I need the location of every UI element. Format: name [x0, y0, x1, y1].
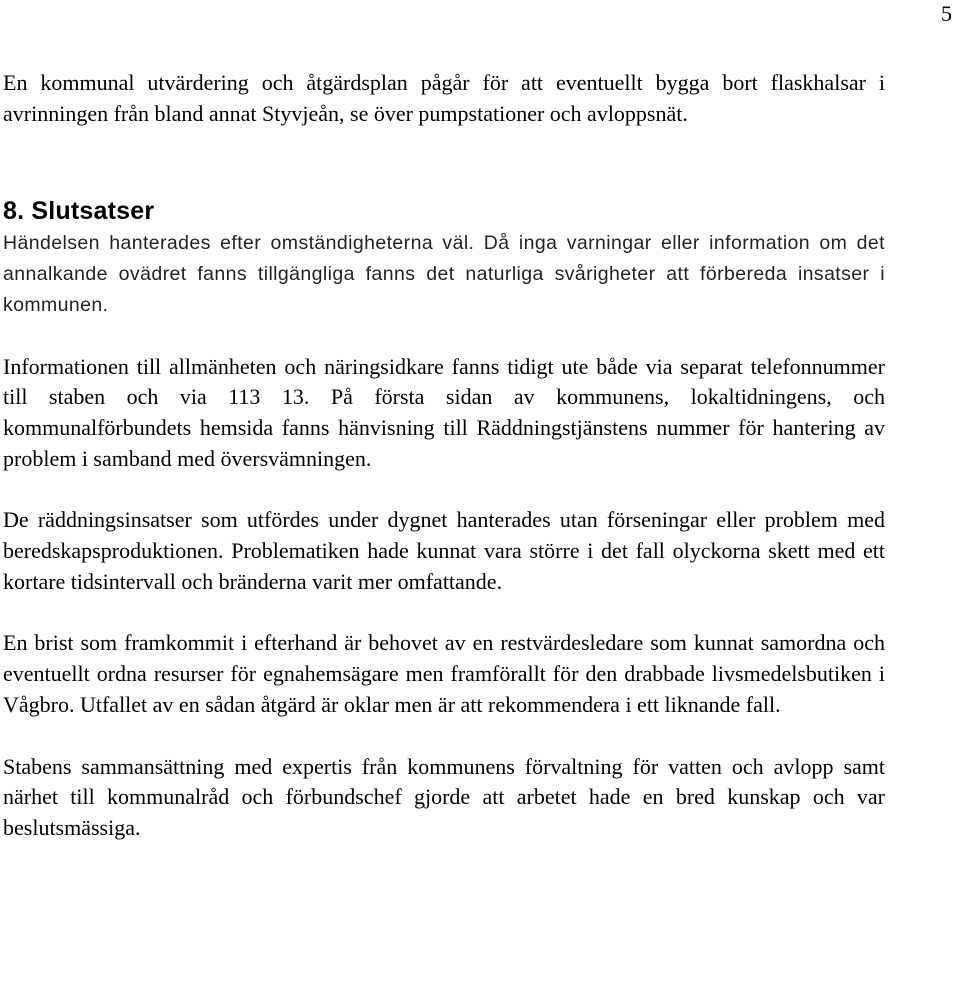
conclusion-paragraph-1: Händelsen hanterades efter omständigheterna väl. Då inga varningar eller information om det annalkande ovädret fanns tillgängliga fanns det naturliga svårigheter att förbereda insatser i kommunen.	[3, 232, 885, 316]
spacer	[3, 721, 885, 752]
section-heading: 8. Slutsatser	[3, 197, 155, 226]
document-body	[3, 68, 885, 844]
conclusion-paragraph-2: Informationen till allmänheten och näringsidkare fanns tidigt ute både via separat telefonnummer till staben och via 113 13. På första sidan av kommunens, lokaltidningens, och kommunalförbundets hemsida fanns hänvisning till Räddningstjänstens nummer för hantering av problem i samband med översvämningen.	[3, 353, 885, 471]
spacer	[3, 129, 885, 194]
conclusion-paragraph-4: En brist som framkommit i efterhand är behovet av en restvärdesledare som kunnat samordna och eventuellt ordna resurser för egnahemsägare men framförallt för den drabbade livsmedelsbutiken i Vågbro. Utfallet av en sådan åtgärd är oklar men är att rekommendera i ett liknande fall.	[3, 630, 885, 717]
conclusion-paragraph-5: Stabens sammansättning med expertis från kommunens förvaltning för vatten och avlopp samt närhet till kommunalråd och förbundschef gjorde att arbetet hade en bred kunskap och var beslutsmässiga.	[3, 753, 885, 840]
spacer	[3, 597, 885, 628]
spacer	[3, 474, 885, 505]
page-number: 5	[941, 1, 952, 26]
conclusion-paragraph-3: De räddningsinsatser som utfördes under dygnet hanterades utan förseningar eller problem med beredskapsproduktionen. Problematiken hade kunnat vara större i det fall olyckorna skett med ett kortare tidsintervall och bränderna varit mer omfattande.	[3, 507, 885, 594]
intro-paragraph: En kommunal utvärdering och åtgärdsplan pågår för att eventuellt bygga bort flaskhalsar i avrinningen från bland annat Styvjeån, se över pumpstationer och avloppsnät.	[3, 70, 885, 126]
spacer	[3, 321, 885, 352]
